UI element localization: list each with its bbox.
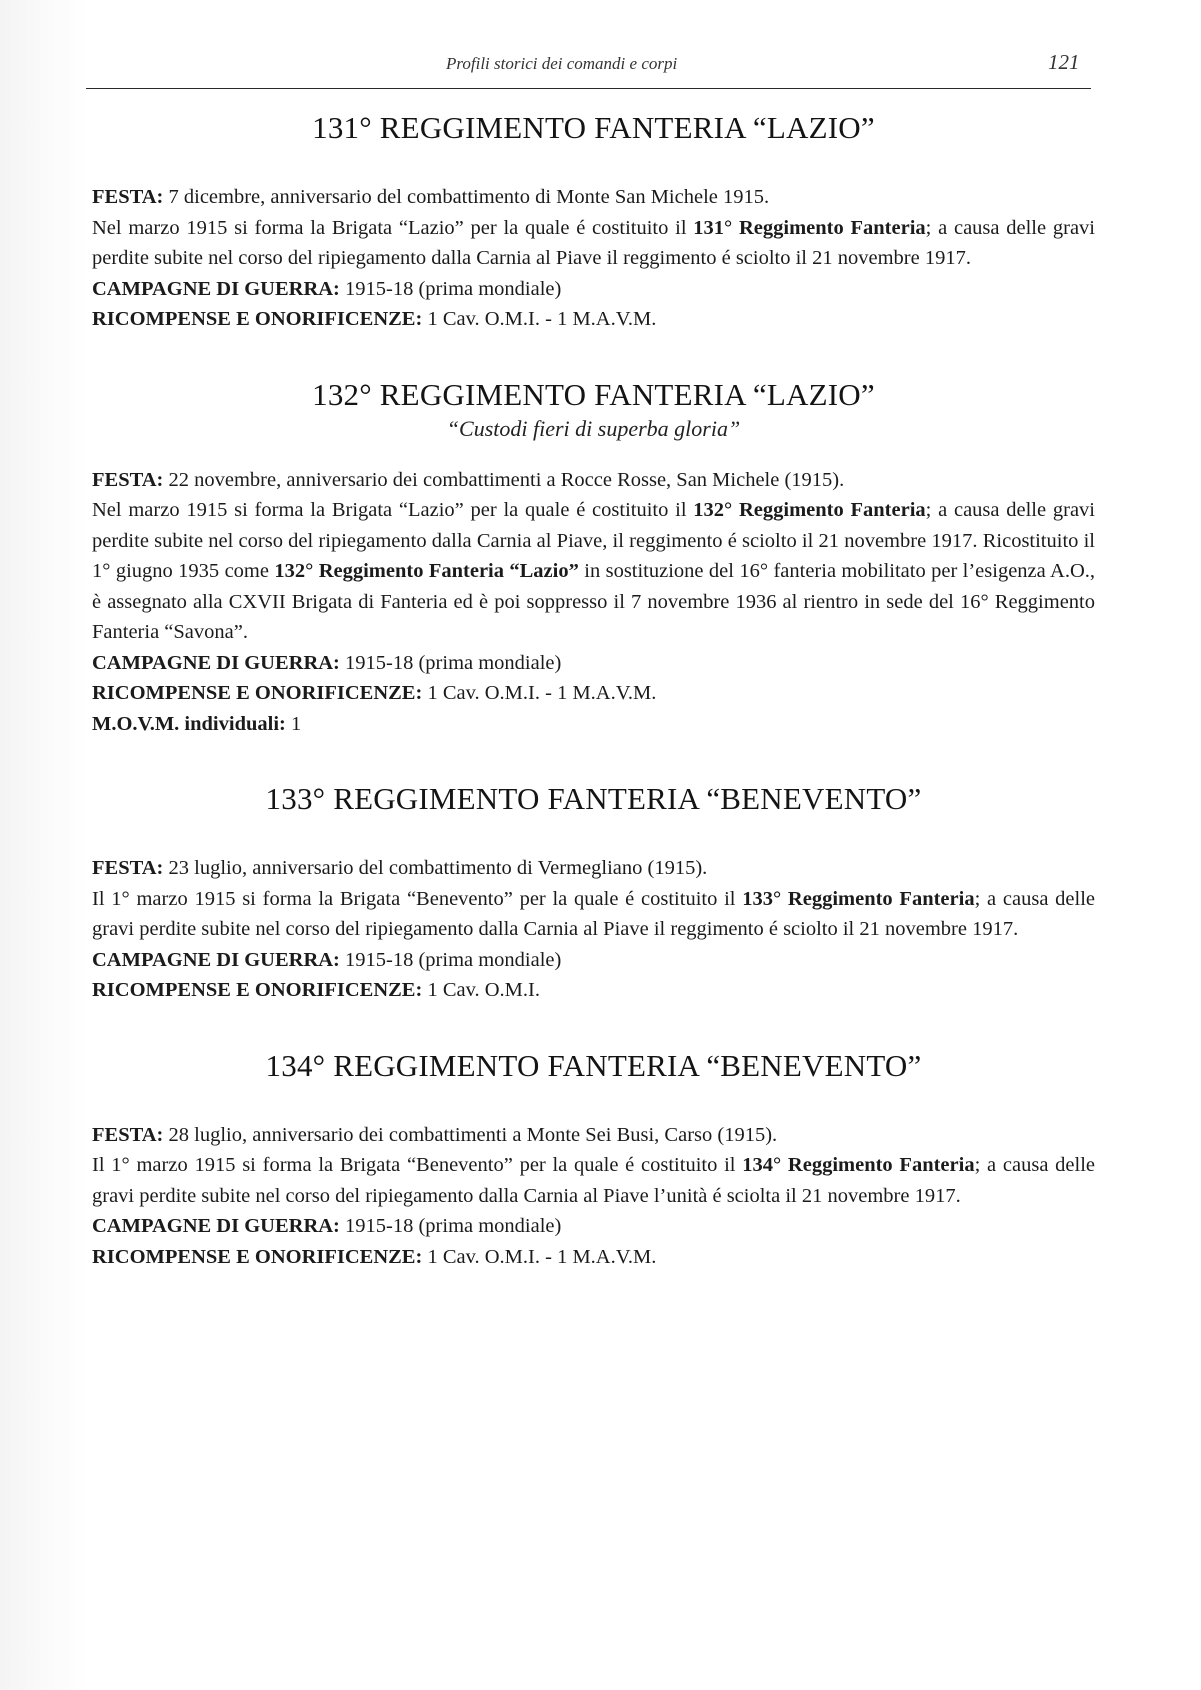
festa-line [92, 1120, 1095, 1151]
history-text: Nel marzo 1915 si forma la Brigata “Lazio” per la quale é costituito il [92, 499, 694, 521]
history-text: Il 1° marzo 1915 si forma la Brigata “Benevento” per la quale é costituito il [92, 1154, 743, 1176]
history-paragraph [92, 213, 1095, 274]
header-rule [86, 88, 1091, 89]
campagne-text: 1915-18 (prima mondiale) [339, 651, 562, 674]
section-spacer [92, 1006, 1095, 1046]
festa-line [92, 853, 1095, 884]
regiment-name: 133° Reggimento Fanteria [742, 887, 975, 910]
campagne-line [92, 648, 1095, 679]
festa-label: FESTA: [92, 1123, 164, 1146]
ricompense-line [92, 678, 1095, 709]
festa-text: 22 novembre, anniversario dei combattimenti a Rocce Rosse, San Michele (1915). [163, 468, 845, 491]
ricompense-label: RICOMPENSE E ONORIFICENZE: [92, 308, 423, 330]
page-gutter-shadow [0, 0, 88, 1690]
festa-line [92, 182, 1095, 213]
section-131-lazio [92, 108, 1095, 335]
ricompense-text: 1 Cav. O.M.I. [422, 979, 540, 1001]
history-text: Nel marzo 1915 si forma la Brigata “Lazio” per la quale é costituito il [92, 216, 694, 239]
movm-line [92, 709, 1095, 740]
campagne-text: 1915-18 (prima mondiale) [339, 948, 562, 971]
movm-text: 1 [285, 712, 302, 735]
ricompense-label: RICOMPENSE E ONORIFICENZE: [92, 682, 423, 704]
festa-text: 7 dicembre, anniversario del combattimento di Monte San Michele 1915. [163, 186, 770, 208]
ricompense-text: 1 Cav. O.M.I. - 1 M.A.V.M. [422, 1245, 657, 1268]
section-body [92, 1120, 1095, 1273]
festa-label: FESTA: [92, 186, 164, 208]
history-text: ; a causa delle gravi perdite subite nel corso del ripiegamento dalla Carnia al Piave il reggimento é sciolto il 21 novembre 1917. [92, 887, 1096, 940]
section-133-benevento [92, 779, 1095, 1006]
running-title: Profili storici dei comandi e corpi [446, 54, 678, 73]
ricompense-label: RICOMPENSE E ONORIFICENZE: [92, 1245, 423, 1268]
festa-text: 28 luglio, anniversario dei combattimenti a Monte Sei Busi, Carso (1915). [163, 1123, 778, 1146]
section-spacer [92, 739, 1095, 779]
festa-label: FESTA: [92, 857, 164, 879]
history-paragraph [92, 1150, 1095, 1211]
section-title: 131° REGGIMENTO FANTERIA “LAZIO” [312, 110, 875, 145]
ricompense-label: RICOMPENSE E ONORIFICENZE: [92, 979, 423, 1001]
campagne-label: CAMPAGNE DI GUERRA: [92, 277, 340, 300]
regiment-name: 134° Reggimento Fanteria [742, 1154, 975, 1176]
ricompense-text: 1 Cav. O.M.I. - 1 M.A.V.M. [422, 682, 657, 704]
campagne-label: CAMPAGNE DI GUERRA: [92, 948, 340, 971]
page-number: 121 [1048, 50, 1080, 74]
campagne-label: CAMPAGNE DI GUERRA: [92, 651, 340, 674]
history-text: ; a causa delle gravi perdite subite nel corso del ripiegamento dalla Carnia al Piave l’unità é sciolta il 21 novembre 1917. [92, 1154, 1096, 1207]
campagne-label: CAMPAGNE DI GUERRA: [92, 1215, 340, 1237]
campagne-line [92, 945, 1095, 976]
section-spacer [92, 335, 1095, 375]
history-text: ; a causa delle gravi perdite subite nel corso del ripiegamento dalla Carnia al Piave, il reggimento é sciolto il 21 novembre 1917. Ricostituito il 1° giugno 1935 come [92, 499, 1095, 582]
festa-label: FESTA: [92, 468, 164, 491]
regiment-name: 132° Reggimento Fanteria “Lazio” [274, 560, 579, 582]
campagne-line [92, 274, 1095, 305]
section-title: 132° REGGIMENTO FANTERIA “LAZIO” [312, 376, 875, 412]
campagne-text: 1915-18 (prima mondiale) [339, 277, 562, 300]
festa-text: 23 luglio, anniversario del combattimento di Vermegliano (1915). [163, 857, 708, 879]
movm-label: M.O.V.M. individuali: [92, 712, 286, 735]
regiment-name: 132° Reggimento Fanteria [693, 499, 926, 521]
section-title: 133° REGGIMENTO FANTERIA “BENEVENTO” [265, 781, 922, 816]
history-paragraph [92, 884, 1095, 945]
regiment-name: 131° Reggimento Fanteria [693, 216, 926, 239]
section-body [92, 853, 1095, 1006]
section-132-lazio [92, 375, 1095, 740]
section-body [92, 465, 1095, 740]
history-text: Il 1° marzo 1915 si forma la Brigata “Benevento” per la quale é costituito il [92, 887, 743, 910]
history-paragraph [92, 495, 1095, 648]
section-body [92, 182, 1095, 335]
campagne-line [92, 1211, 1095, 1242]
ricompense-line [92, 304, 1095, 335]
ricompense-text: 1 Cav. O.M.I. - 1 M.A.V.M. [422, 308, 657, 330]
page-content [92, 108, 1095, 1272]
campagne-text: 1915-18 (prima mondiale) [339, 1215, 562, 1237]
festa-line [92, 465, 1095, 496]
section-title: 134° REGGIMENTO FANTERIA “BENEVENTO” [265, 1047, 922, 1083]
history-text: ; a causa delle gravi perdite subite nel corso del ripiegamento dalla Carnia al Piave il reggimento é sciolto il 21 novembre 1917. [92, 216, 1095, 269]
section-134-benevento [92, 1046, 1095, 1273]
ricompense-line [92, 975, 1095, 1006]
section-motto: “Custodi fieri di superba gloria” [446, 415, 741, 441]
history-text: in sostituzione del 16° fanteria mobilitato per l’esigenza A.O., è assegnato alla CXVII Brigata di Fanteria ed è poi soppresso il 7 novembre 1936 al rientro in sede del 16° Reggimento Fanteria “Savona”. [92, 560, 1095, 643]
ricompense-line [92, 1242, 1095, 1273]
